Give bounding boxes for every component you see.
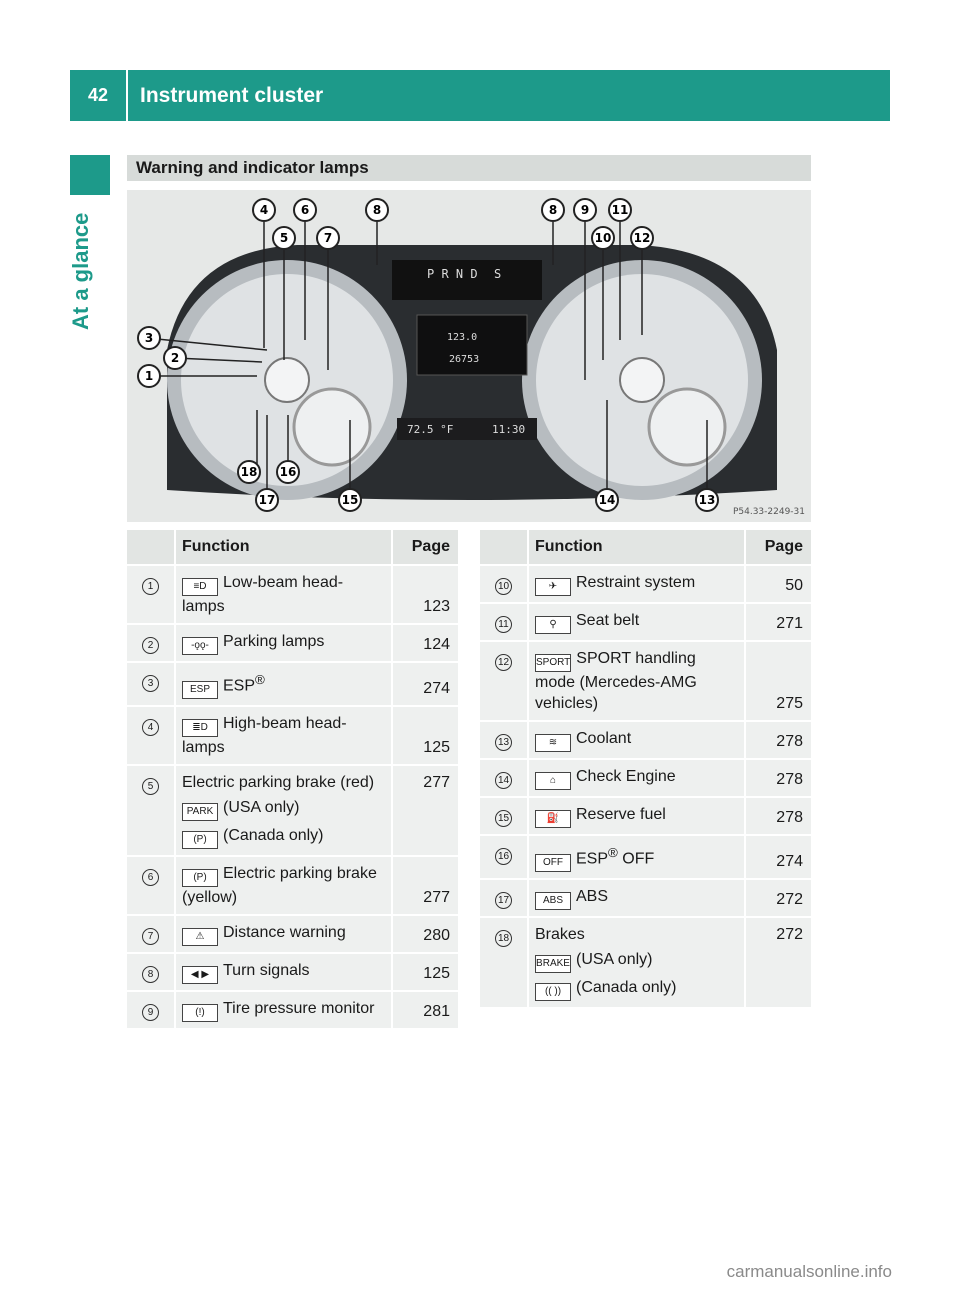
item-number: 18 bbox=[495, 930, 512, 947]
table-row bbox=[127, 991, 458, 1029]
page-header: Page bbox=[392, 530, 458, 565]
function-label: Brakes bbox=[535, 926, 585, 944]
function-label: Low-beam head-lamps bbox=[182, 574, 344, 615]
park-icon: PARK bbox=[182, 803, 218, 821]
cluster-illustration bbox=[127, 190, 811, 522]
side-tab-label: At a glance bbox=[68, 212, 93, 330]
odometer-trip: 123.0 bbox=[447, 332, 478, 343]
table-row bbox=[480, 879, 811, 917]
seat-belt-icon: ⚲ bbox=[535, 616, 571, 634]
svg-text:17: 17 bbox=[258, 493, 276, 507]
item-number: 5 bbox=[142, 778, 159, 795]
figure-code: P54.33-2249-31 bbox=[732, 507, 805, 517]
function-sub-item bbox=[182, 825, 385, 849]
fuel-icon: ⛽ bbox=[535, 810, 571, 828]
page-reference: 275 bbox=[745, 641, 811, 721]
callout-3 bbox=[138, 327, 160, 349]
item-number: 6 bbox=[142, 869, 159, 886]
item-number: 1 bbox=[142, 578, 159, 595]
item-number: 9 bbox=[142, 1004, 159, 1021]
callout-7 bbox=[317, 227, 339, 249]
function-label: Turn signals bbox=[223, 962, 310, 980]
item-number: 12 bbox=[495, 654, 512, 671]
callout-18 bbox=[238, 461, 260, 483]
esp-icon: ESP bbox=[182, 681, 218, 699]
page-title: Instrument cluster bbox=[140, 83, 324, 107]
table-row bbox=[127, 706, 458, 765]
registered-mark: ® bbox=[255, 672, 265, 687]
check-engine-icon: ⌂ bbox=[535, 772, 571, 790]
page-reference: 125 bbox=[392, 953, 458, 991]
table-row bbox=[480, 917, 811, 1008]
page-reference: 271 bbox=[745, 603, 811, 641]
function-header: Function bbox=[528, 530, 745, 565]
parking-p-icon: (P) bbox=[182, 831, 218, 849]
table-row bbox=[480, 603, 811, 641]
table-row bbox=[480, 835, 811, 879]
function-label-suffix: OFF bbox=[617, 850, 655, 868]
page-reference: 124 bbox=[392, 624, 458, 662]
svg-text:5: 5 bbox=[279, 231, 289, 245]
svg-text:16: 16 bbox=[279, 465, 297, 479]
sport-icon: SPORT bbox=[535, 654, 571, 672]
watermark: carmanualsonline.info bbox=[726, 1262, 892, 1281]
function-sub-item bbox=[535, 949, 738, 973]
table-row bbox=[127, 662, 458, 706]
callout-10 bbox=[592, 227, 614, 249]
function-sub-item bbox=[535, 977, 738, 1001]
function-label: Check Engine bbox=[576, 768, 676, 785]
page-reference: 274 bbox=[745, 835, 811, 879]
abs-icon: ABS bbox=[535, 892, 571, 910]
svg-text:14: 14 bbox=[598, 493, 616, 507]
svg-text:15: 15 bbox=[341, 493, 359, 507]
item-number: 3 bbox=[142, 675, 159, 692]
page-reference: 278 bbox=[745, 721, 811, 759]
page-reference: 272 bbox=[745, 917, 811, 1008]
function-label: ESP bbox=[223, 677, 256, 695]
odometer-total: 26753 bbox=[449, 354, 480, 365]
svg-text:6: 6 bbox=[300, 203, 310, 217]
function-label: Restraint system bbox=[576, 574, 696, 591]
callout-17 bbox=[256, 489, 278, 511]
item-number: 11 bbox=[495, 616, 512, 633]
svg-text:9: 9 bbox=[580, 203, 590, 217]
section-title: Warning and indicator lamps bbox=[127, 155, 811, 181]
function-label: Coolant bbox=[576, 730, 632, 747]
low-beam-icon: ≡D bbox=[182, 578, 218, 596]
table-row bbox=[127, 915, 458, 953]
callout-15 bbox=[339, 489, 361, 511]
function-sub-label: (Canada only) bbox=[576, 979, 677, 997]
svg-text:7: 7 bbox=[323, 231, 333, 245]
page-number: 42 bbox=[87, 85, 109, 105]
table-row bbox=[127, 856, 458, 915]
function-sub-label: (USA only) bbox=[223, 799, 300, 817]
registered-mark: ® bbox=[608, 845, 618, 860]
table-row bbox=[127, 953, 458, 991]
table-row bbox=[480, 641, 811, 721]
function-label: Distance warning bbox=[223, 924, 346, 942]
table-row bbox=[127, 624, 458, 662]
item-number: 10 bbox=[495, 578, 512, 595]
page-reference: 278 bbox=[745, 797, 811, 835]
parking-lamp-icon: -ǫǫ- bbox=[182, 637, 218, 655]
item-number: 16 bbox=[495, 848, 512, 865]
item-number: 13 bbox=[495, 734, 512, 751]
item-number: 14 bbox=[495, 772, 512, 789]
restraint-icon: ✈ bbox=[535, 578, 571, 596]
callout-5 bbox=[273, 227, 295, 249]
gear-indicator: P R N D bbox=[427, 267, 478, 281]
callout-9 bbox=[574, 199, 596, 221]
svg-text:8: 8 bbox=[372, 203, 382, 217]
distance-warning-icon: ⚠ bbox=[182, 928, 218, 946]
coolant-icon: ≋ bbox=[535, 734, 571, 752]
svg-text:13: 13 bbox=[698, 493, 716, 507]
function-sub-label: (USA only) bbox=[576, 951, 653, 969]
clock: 11:30 bbox=[492, 423, 526, 436]
table-row bbox=[480, 721, 811, 759]
page-reference: 272 bbox=[745, 879, 811, 917]
function-label: Electric parking brake (yellow) bbox=[182, 865, 377, 907]
side-tab-block bbox=[70, 155, 110, 195]
svg-text:1: 1 bbox=[144, 369, 154, 383]
function-label: Seat belt bbox=[576, 612, 640, 629]
callout-14 bbox=[596, 489, 618, 511]
parking-p-icon: (P) bbox=[182, 869, 218, 887]
table-row bbox=[127, 765, 458, 856]
page-reference: 277 bbox=[392, 765, 458, 856]
table-row bbox=[480, 565, 811, 603]
page-reference: 50 bbox=[745, 565, 811, 603]
callout-8b bbox=[542, 199, 564, 221]
item-number: 2 bbox=[142, 637, 159, 654]
page-reference: 274 bbox=[392, 662, 458, 706]
svg-text:2: 2 bbox=[170, 351, 180, 365]
brake-icon: BRAKE bbox=[535, 955, 571, 973]
callout-8a bbox=[366, 199, 388, 221]
svg-text:18: 18 bbox=[240, 465, 258, 479]
function-label: Tire pressure monitor bbox=[223, 1000, 375, 1018]
page-reference: 277 bbox=[392, 856, 458, 915]
function-label: Reserve fuel bbox=[576, 806, 666, 823]
function-label: ABS bbox=[576, 888, 609, 906]
drive-mode-indicator: S bbox=[494, 267, 502, 281]
function-header: Function bbox=[175, 530, 392, 565]
page-reference: 125 bbox=[392, 706, 458, 765]
page-reference: 278 bbox=[745, 759, 811, 797]
right-function-table bbox=[480, 530, 811, 1009]
page-header: Page bbox=[745, 530, 811, 565]
item-number: 8 bbox=[142, 966, 159, 983]
callout-4 bbox=[253, 199, 275, 221]
page-reference: 280 bbox=[392, 915, 458, 953]
page-reference: 123 bbox=[392, 565, 458, 624]
callout-1 bbox=[138, 365, 160, 387]
callout-2 bbox=[164, 347, 186, 369]
instrument-cluster-figure bbox=[127, 190, 811, 522]
table-row bbox=[480, 759, 811, 797]
function-sub-label: (Canada only) bbox=[223, 827, 324, 845]
function-label: ESP bbox=[576, 850, 609, 868]
item-number: 7 bbox=[142, 928, 159, 945]
page-reference: 281 bbox=[392, 991, 458, 1029]
header-divider bbox=[126, 70, 128, 121]
turn-signal-icon: ◀ ▶ bbox=[182, 966, 218, 984]
callout-13 bbox=[696, 489, 718, 511]
left-function-table bbox=[127, 530, 458, 1030]
function-label: Parking lamps bbox=[223, 633, 325, 650]
item-number: 17 bbox=[495, 892, 512, 909]
high-beam-icon: ≣D bbox=[182, 719, 218, 737]
outside-temp: 72.5 °F bbox=[407, 423, 454, 436]
tire-pressure-icon: (!) bbox=[182, 1004, 218, 1022]
table-row bbox=[480, 797, 811, 835]
svg-text:10: 10 bbox=[594, 231, 612, 245]
function-label: High-beam head-lamps bbox=[182, 715, 347, 757]
esp-off-icon: OFF bbox=[535, 854, 571, 872]
svg-text:4: 4 bbox=[259, 203, 269, 217]
item-number: 15 bbox=[495, 810, 512, 827]
svg-text:11: 11 bbox=[611, 203, 629, 217]
function-label: SPORT handling mode (Mercedes-AMG vehicles) bbox=[535, 650, 697, 712]
function-sub-item bbox=[182, 797, 385, 821]
item-number: 4 bbox=[142, 719, 159, 736]
callout-11 bbox=[609, 199, 631, 221]
function-label: Electric parking brake (red) bbox=[182, 774, 375, 792]
callout-16 bbox=[277, 461, 299, 483]
table-row bbox=[127, 565, 458, 624]
svg-text:8: 8 bbox=[548, 203, 558, 217]
brake-circle-icon: (( )) bbox=[535, 983, 571, 1001]
svg-text:12: 12 bbox=[633, 231, 651, 245]
svg-text:3: 3 bbox=[144, 331, 154, 345]
callout-12 bbox=[631, 227, 653, 249]
callout-6 bbox=[294, 199, 316, 221]
